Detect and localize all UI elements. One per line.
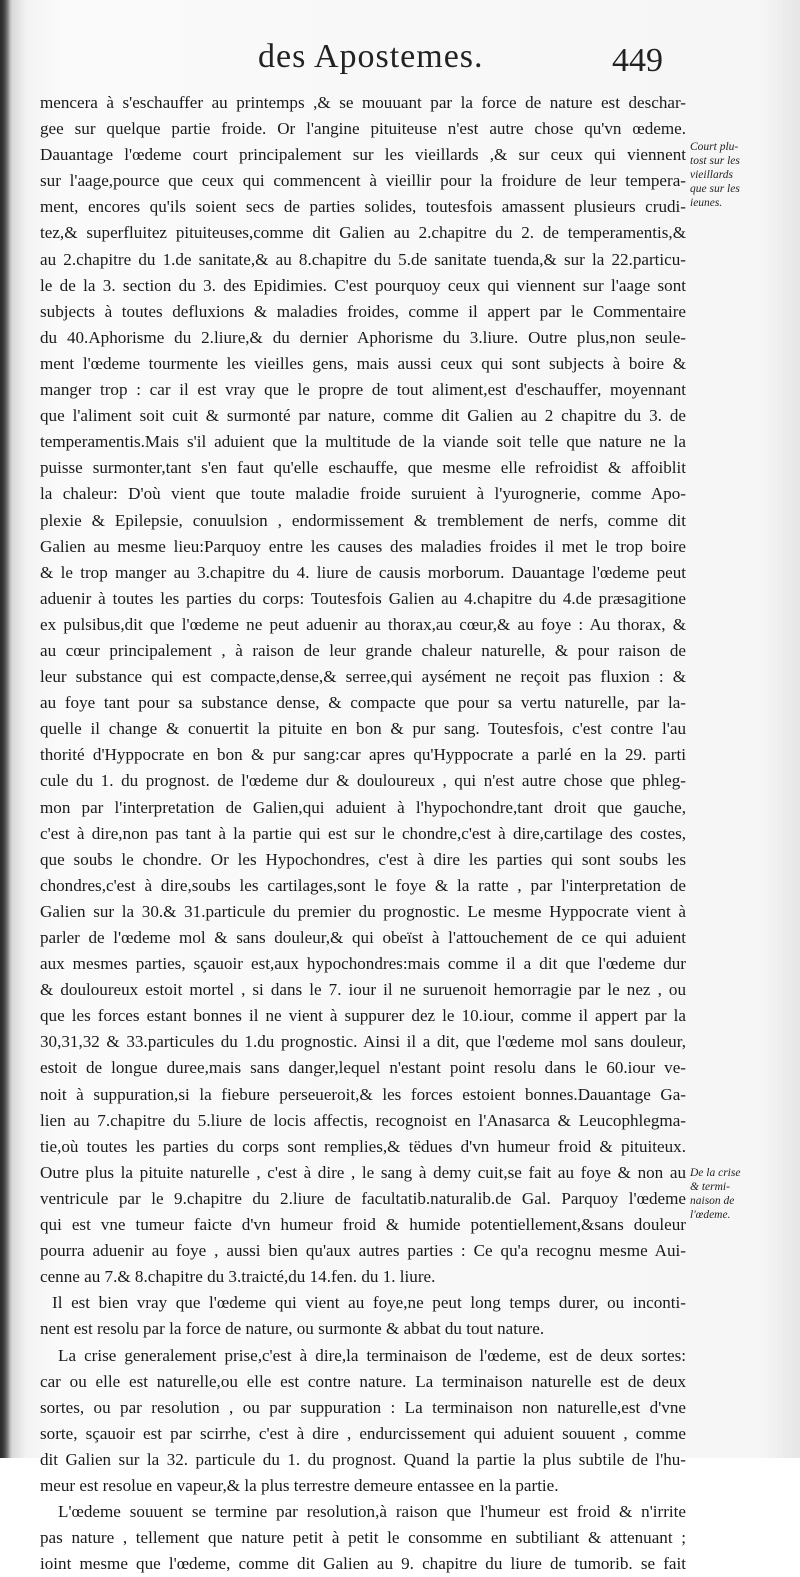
text-line: pas nature , tellement que nature petit à petit le consomme en subtiliant & attenuant ; — [40, 1528, 686, 1548]
text-line: Il est bien vray que l'œdeme qui vient au foye,ne peut long temps durer, ou inconti- — [52, 1293, 686, 1313]
body-text — [40, 90, 686, 1577]
text-line: la chaleur: D'où vient que toute maladie froide suruient à l'yurognerie, comme Apo- — [40, 484, 686, 504]
text-line: meur est resolue en vapeur,& la plus terrestre demeure entassee en la partie. — [40, 1475, 559, 1495]
text-line: noit à suppuration,si la fiebure perseueroit,& les forces estoient bonnes.Dauantage Ga- — [40, 1084, 686, 1104]
text-line: dit Galien sur la 32. particule du 1. du prognost. Quand la partie la plus subtile de l'hu- — [40, 1449, 686, 1469]
text-line: ment, encores qu'ils soient secs de parties solides, toutesfois amassent plusieurs crudi- — [40, 197, 686, 217]
text-line: du 40.Aphorisme du 2.liure,& du dernier Aphorisme du 3.liure. Outre plus,non seule- — [40, 327, 686, 347]
running-head: des Apostemes. — [258, 38, 484, 75]
text-line: qui est vne tumeur faicte d'vn humeur froid & humide potentiellement,&sans douleur — [40, 1215, 686, 1235]
text-line: aduenir à toutes les parties du corps: Toutesfois Galien au 4.chapitre du 4.de præsagitione — [40, 588, 686, 608]
text-line: temperamentis.Mais s'il aduient que la multitude de la viande soit telle que nature ne la — [40, 432, 686, 452]
text-line: au 2.chapitre du 1.de sanitate,& au 8.chapitre du 5.de sanitate tuenda,& sur la 22.particu- — [40, 249, 686, 269]
text-line: nent est resolu par la force de nature, ou surmonte & abbat du tout nature. — [40, 1319, 545, 1339]
margin-note-line: vieillards — [690, 169, 734, 181]
text-line: estoit de longue duree,mais sans danger,lequel n'estant point resolu dans le 60.iour ve- — [40, 1058, 686, 1078]
margin-note-crise — [690, 1166, 790, 1222]
margin-note-line: naison de — [690, 1195, 735, 1207]
text-line: le de la 3. section du 3. des Epidimies. C'est pourquoy ceux qui viennent sur l'aage sont — [40, 275, 686, 295]
text-line: mon par l'interpretation de Galien,qui aduient à l'hypochondre,tant droit que gauche, — [40, 797, 686, 817]
margin-note-line: l'œdeme. — [690, 1209, 731, 1221]
text-line: sortes, ou par resolution , ou par suppuration : La terminaison non naturelle,est d'vne — [40, 1397, 686, 1417]
text-line: que l'aliment soit cuit & surmonté par nature, comme dit Galien au 2 chapitre du 3. de — [40, 406, 686, 426]
text-line: manger trop : car il est vray que le propre de tout aliment,est d'eschauffer, moyennant — [40, 380, 686, 400]
text-line: chondres,c'est à dire,soubs les cartilages,sont le foye & la ratte , par l'interpretation de — [40, 875, 686, 895]
text-line: leur substance qui est compacte,dense,& serree,qui aysément ne reçoit pas fluxion : & — [40, 667, 686, 687]
text-line: Dauantage l'œdeme court principalement sur les vieillards ,& sur ceux qui viennent — [40, 145, 686, 165]
text-line: lien au 7.chapitre du 5.liure de locis affectis, recognoist en l'Anasarca & Leucophlegma- — [40, 1110, 686, 1130]
text-line: quelle il change & conuertit la pituite en bon & pur sang. Toutesfois, c'est contre l'au — [40, 719, 686, 739]
margin-note-line: que sur les — [690, 183, 740, 195]
text-line: ex pulsibus,dit que l'œdeme ne peut aduenir au thorax,au cœur,& au foye : Au thorax, & — [40, 614, 686, 634]
text-line: thorité d'Hyppocrate en bon & pur sang:car apres qu'Hyppocrate a parlé en la 29. parti — [40, 745, 686, 765]
margin-note-line: & termi- — [690, 1181, 730, 1193]
text-line: parler de l'œdeme mol & sans douleur,& qui obeïst à l'attouchement de ce qui aduient — [40, 928, 686, 947]
text-line: tez,& superfluitez pituiteuses,comme dit Galien au 2.chapitre du 2. de temperamentis,& — [40, 223, 686, 243]
text-line: aux mesmes parties, sçauoir est,aux hypochondres:mais comme il a dit que l'œdeme dur — [40, 954, 686, 974]
text-line: car ou elle est naturelle,ou elle est contre nature. La terminaison naturelle est de deux — [40, 1371, 686, 1391]
text-line: au cœur principalement , à raison de leur grande chaleur naturelle, & pour raison de — [40, 640, 686, 660]
text-line: & le trop manger au 3.chapitre du 4. liure de causis morborum. Dauantage l'œdeme peut — [40, 562, 686, 582]
text-line: La crise generalement prise,c'est à dire,la terminaison de l'œdeme, est de deux sortes: — [58, 1345, 686, 1365]
text-line: subjects à toutes defluxions & maladies froides, comme il appert par le Commentaire — [40, 301, 686, 321]
text-line: Outre plus la pituite naturelle , c'est à dire , le sang à demy cuit,se fait au foye & non au — [40, 1162, 686, 1182]
margin-note-line: De la crise — [690, 1167, 741, 1179]
text-line: 30,31,32 & 33.particules du 1.du prognostic. Ainsi il a dit, que l'œdeme mol sans douleur, — [40, 1032, 686, 1052]
text-line: L'œdeme souuent se termine par resolution,à raison que l'humeur est froid & n'irrite — [58, 1502, 686, 1522]
text-line: sur l'aage,pource que ceux qui commencent à vieillir pour la froidure de leur tempera- — [40, 171, 686, 191]
text-line: & douloureux estoit mortel , si dans le 7. iour il ne suruenoit hemorragie par le nez , ou — [40, 980, 686, 1000]
text-line: ment l'œdeme tourmente les vieilles gens, mais aussi ceux qui sont subjects à boire & — [40, 353, 686, 373]
text-line: au foye tant pour sa substance dense, & compacte que pour sa vertu naturelle, par la- — [40, 693, 686, 713]
margin-note-line: tost sur les — [690, 155, 740, 167]
text-line: Galien au mesme lieu:Parquoy entre les causes des maladies froides il met le trop boire — [40, 536, 686, 556]
text-line: ventricule par le 9.chapitre du 2.liure de facultatib.naturalib.de Gal. Parquoy l'œdeme — [40, 1188, 686, 1208]
text-line: mencera à s'eschauffer au printemps ,& se mouuant par la force de nature est deschar- — [40, 93, 686, 112]
text-line: c'est à dire,non pas tant à la partie qui est sur le chondre,c'est à dire,cartilage des costes, — [40, 823, 686, 843]
text-line: gee sur quelque partie froide. Or l'angine pituiteuse n'est autre chose qu'vn œdeme. — [40, 119, 686, 139]
text-line: ioint mesme que l'œdeme, comme dit Galien au 9. chapitre du liure de tumorib. se fait — [40, 1554, 686, 1574]
text-line: cenne au 7.& 8.chapitre du 3.traicté,du 14.fen. du 1. liure. — [40, 1267, 436, 1287]
margin-note-aging — [690, 140, 790, 210]
text-line: plexie & Epilepsie, conuulsion , endormissement & tremblement de nerfs, comme dit — [40, 510, 686, 530]
text-line: que soubs le chondre. Or les Hypochondres, c'est à dire les parties qui sont soubs les — [40, 849, 686, 869]
text-line: cule du 1. du prognost. de l'œdeme dur & douloureux , qui n'est autre chose que phleg- — [40, 771, 686, 791]
text-line: que les forces estant bonnes il ne vient à suppurer dez le 10.iour, comme il appert par la — [40, 1006, 686, 1026]
margin-note-line: Court plu- — [690, 141, 739, 153]
text-line: tie,où toutes les parties du corps sont remplies,& tëdues d'vn humeur froid & pituiteux. — [40, 1136, 686, 1156]
margin-note-line: ieunes. — [690, 197, 723, 209]
text-line: Galien sur la 30.& 31.particule du premier du prognostic. Le mesme Hyppocrate vient à — [40, 901, 686, 921]
text-line: sorte, sçauoir est par scirrhe, c'est à dire , endurcissement qui aduient souuent , comme — [40, 1423, 686, 1443]
text-line: pourra aduenir au foye , aussi bien qu'aux autres parties : Ce qu'a recognu mesme Aui- — [40, 1241, 686, 1261]
page-number: 449 — [612, 42, 663, 79]
binding-shadow — [0, 0, 10, 1458]
text-line: puisse surmonter,tant s'en faut qu'elle eschauffe, que mesme elle refroidist & affoiblit — [40, 458, 686, 478]
